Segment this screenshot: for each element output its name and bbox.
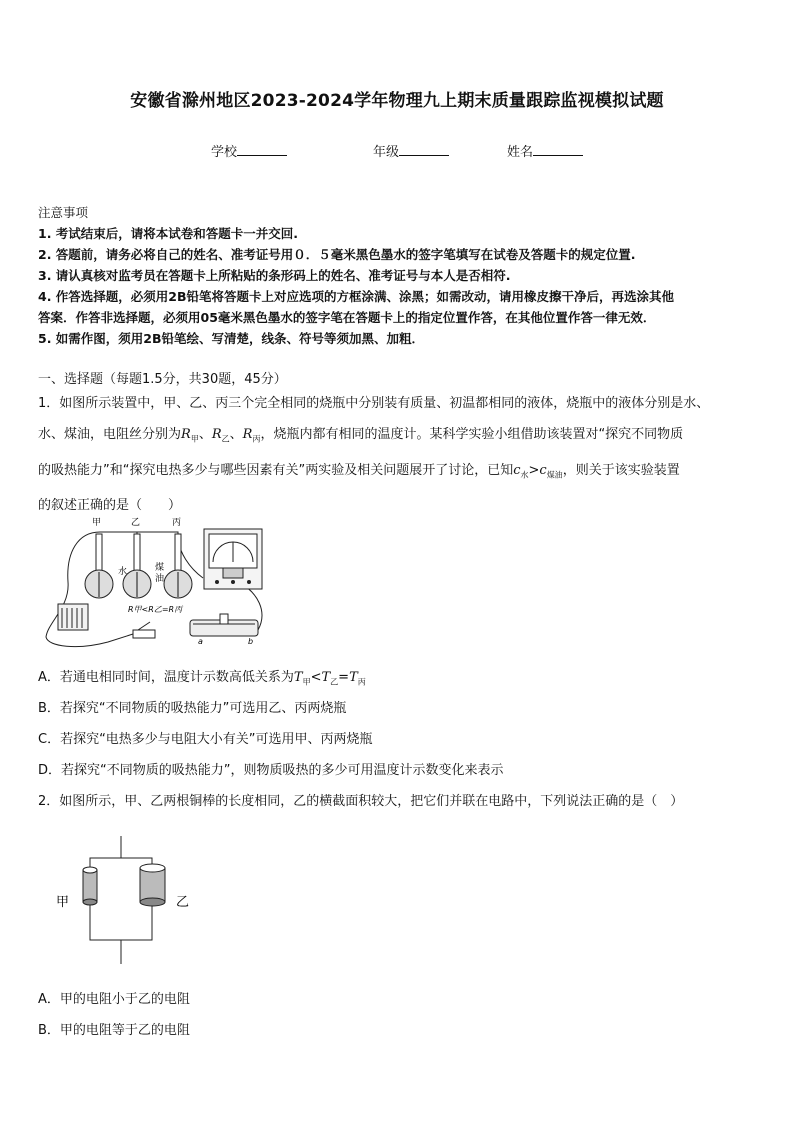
notice-item: 2. 答题前，请务必将自己的姓名、准考证号用０．５毫米黑色墨水的签字笔填写在试卷及答题卡的规定位置. [38,247,636,262]
label-water: 水 [118,567,128,577]
notice-item: 答案．作答非选择题，必须用05毫米黑色墨水的签字笔在答题卡上的指定位置作答，在其他位置作答一律无效． [38,310,656,325]
q2-option-b: B．甲的电阻等于乙的电阻 [38,1023,190,1038]
q2-option-a: A．甲的电阻小于乙的电阻 [38,992,190,1007]
q1-line-4: 的叙述正确的是（ ） [38,498,182,514]
q1-option-b: B．若探究“不同物质的吸热能力”可选用乙、丙两烧瓶 [38,701,347,716]
battery [58,604,88,630]
notice-item: 1. 考试结束后，请将本试卷和答题卡一并交回. [38,226,299,241]
switch [133,622,155,638]
q1-option-d: D．若探究“不同物质的吸热能力”，则物质吸热的多少可用温度计示数变化来表示 [38,763,504,778]
name-field [507,141,583,160]
label-b: b [248,637,254,646]
exam-title: 安徽省滁州地区2023-2024学年物理九上期末质量跟踪监视模拟试题 [130,91,664,111]
notice-item: 3. 请认真核对监考员在答题卡上所粘贴的条形码上的姓名、准考证号与本人是否相符. [38,268,511,283]
question-2-stem: 2．如图所示，甲、乙两根铜棒的长度相同，乙的横截面积较大，把它们并联在电路中，下列说法正确的是（ ） [38,794,684,809]
ammeter-icon [203,528,263,590]
grade-field [373,141,449,160]
notice-item: 4. 作答选择题，必须用2B铅笔将答题卡上对应选项的方框涂满、涂黑；如需改动，请用橡皮擦干净后，再选涂其他 [38,289,675,304]
grade-label: 年级 [373,145,400,160]
flask-bing [164,534,192,598]
school-blank [237,143,287,156]
label-a: a [198,637,203,646]
q2-parallel-rods-figure [50,828,210,968]
rod-yi [140,864,165,906]
label-bing: 丙 [172,518,182,528]
school-field [211,141,287,160]
q1-option-c: C．若探究“电热多少与电阻大小有关”可选用甲、丙两烧瓶 [38,732,373,747]
notice-heading: 注意事项 [38,205,89,220]
flask-jia [85,534,113,598]
grade-blank [399,143,449,156]
label-kerosene-1: 煤 [155,563,165,573]
rheostat [190,614,258,636]
label-yi: 乙 [176,895,190,910]
rod-jia [83,867,97,905]
resistance-relation: R甲<R乙=R丙 [128,605,183,614]
q1-line-3: 的吸热能力”和“探究电热多少与哪些因素有关”两实验及相关问题展开了讨论，已知$c_水>c_{煤油}$，则关于该实验装置 [38,462,680,480]
question-1-stem [38,388,758,521]
section-heading: 一、选择题（每题1.5分，共30题，45分） [38,372,287,387]
flask-yi [123,534,151,598]
notice-item: 5. 如需作图，须用2B铅笔绘、写清楚，线条、符号等须加黑、加粗． [38,331,425,346]
label-yi: 乙 [131,518,141,528]
q1-line-2: 水、煤油，电阻丝分别为$R_甲$、$R_乙$、$R_丙$，烧瓶内都有相同的温度计。某科学实验小组借助该装置对“探究不同物质 [38,427,684,444]
q1-line-1: 1．如图所示装置中，甲、乙、丙三个完全相同的烧瓶中分别装有质量、初温都相同的液体，烧瓶中的液体分别是水、 [38,396,710,411]
name-label: 姓名 [507,145,534,160]
label-jia: 甲 [56,895,70,910]
label-jia: 甲 [92,518,102,528]
name-blank [533,143,583,156]
label-kerosene-2: 油 [155,574,165,584]
school-label: 学校 [211,145,238,160]
q1-option-a: A．若通电相同时间，温度计示数高低关系为$T_甲<T_乙=T_丙$ [38,670,366,687]
